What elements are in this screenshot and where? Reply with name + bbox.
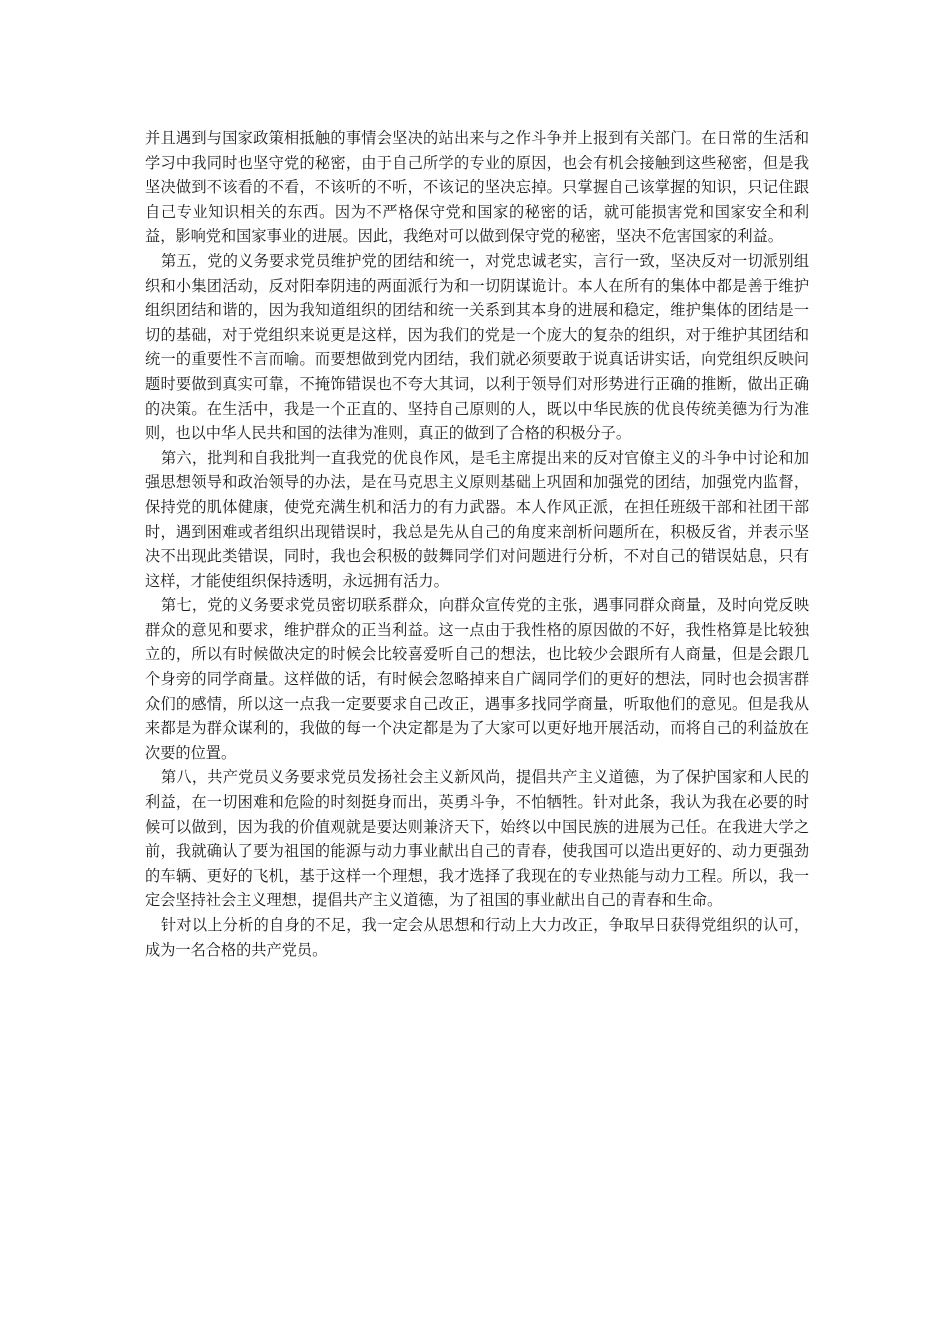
paragraph-fifth: 第五，党的义务要求党员维护党的团结和统一，对党忠诚老实，言行一致，坚决反对一切派别组织和小集团活动，反对阳奉阴违的两面派行为和一切阴谋诡计。本人在所有的集体中都是善于维护组织团结和谐的，因为我知道组织的团结和统一关系到其本身的进展和稳定，维护集体的团结是一切的基础，对于党组织来说更是这样，因为我们的党是一个庞大的复杂的组织，对于维护其团结和统一的重要性不言而喻。而要想做到党内团结，我们就必须要敢于说真话讲实话，向党组织反映问题时要做到真实可靠，不掩饰错误也不夸大其词，以利于领导们对形势进行正确的推断，做出正确的决策。在生活中，我是一个正直的、坚持自己原则的人，既以中华民族的优良传统美德为行为准则，也以中华人民共和国的法律为准则，真正的做到了合格的积极分子。 xyxy=(145,251,809,443)
paragraph-sixth: 第六，批判和自我批判一直我党的优良作风，是毛主席提出来的反对官僚主义的斗争中讨论和加强思想领导和政治领导的办法，是在马克思主义原则基础上巩固和加强党的团结，加强党内监督，保持党的肌体健康，使党充满生机和活力的有力武器。本人作风正派，在担任班级干部和社团干部时，遇到困难或者组织出现错误时，我总是先从自己的角度来剖析问题所在，积极反省，并表示坚决不出现此类错误，同时，我也会积极的鼓舞同学们对问题进行分析，不对自己的错误姑息，只有这样，才能使组织保持透明，永远拥有活力。 xyxy=(145,448,809,590)
document-body xyxy=(145,126,809,962)
paragraph-eighth: 第八，共产党员义务要求党员发扬社会主义新风尚，提倡共产主义道德，为了保护国家和人民的利益，在一切困难和危险的时刻挺身而出，英勇斗争，不怕牺牲。针对此条，我认为我在必要的时候可以做到，因为我的价值观就是要达则兼济天下，始终以中国民族的进展为己任。在我进大学之前，我就确认了要为祖国的能源与动力事业献出自己的青春，使我国可以造出更好的、动力更强劲的车辆、更好的飞机，基于这样一个理想，我才选择了我现在的专业热能与动力工程。所以，我一定会坚持社会主义理想，提倡共产主义道德，为了祖国的事业献出自己的青春和生命。 xyxy=(145,768,809,910)
paragraph-conclusion: 针对以上分析的自身的不足，我一定会从思想和行动上大力改正，争取早日获得党组织的认可，成为一名合格的共产党员。 xyxy=(145,916,809,959)
paragraph-seventh: 第七，党的义务要求党员密切联系群众，向群众宣传党的主张，遇事同群众商量，及时向党反映群众的意见和要求，维护群众的正当利益。这一点由于我性格的原因做的不好，我性格算是比较独立的，所以有时候做决定的时候会比较喜爱听自己的想法，也比较少会跟所有人商量，但是会跟几个身旁的同学商量。这样做的话，有时候会忽略掉来自广阔同学们的更好的想法，同时也会损害群众们的感情，所以这一点我一定要要求自己改正，遇事多找同学商量，听取他们的意见。但是我从来都是为群众谋利的，我做的每一个决定都是为了大家可以更好地开展活动，而将自己的利益放在次要的位置。 xyxy=(145,596,809,762)
paragraph-continuation: 并且遇到与国家政策相抵触的事情会坚决的站出来与之作斗争并上报到有关部门。在日常的生活和学习中我同时也坚守党的秘密，由于自己所学的专业的原因，也会有机会接触到这些秘密，但是我坚决做到不该看的不看，不该听的不听，不该记的坚决忘掉。只掌握自己该掌握的知识，只记住跟自己专业知识相关的东西。因为不严格保守党和国家的秘密的话，就可能损害党和国家安全和利益，影响党和国家事业的进展。因此，我绝对可以做到保守党的秘密，坚决不危害国家的利益。 xyxy=(145,129,809,246)
